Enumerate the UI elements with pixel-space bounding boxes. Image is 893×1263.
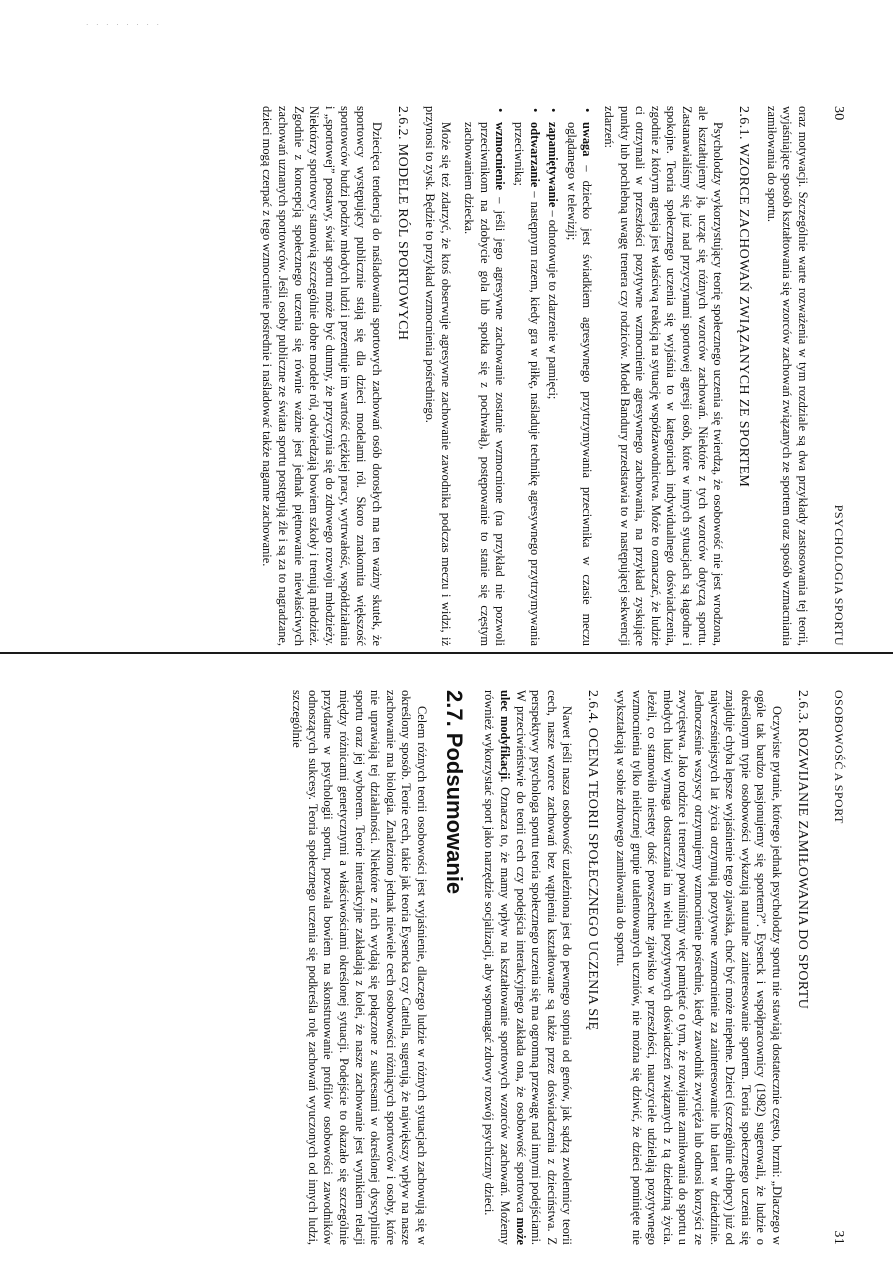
text-run: . Oznacza to, że mamy wpływ na kształtowanie sportowych wzorców zachowań. Możemy również wykorzystać sport jako narzędzie socjalizacji, aby wspomagać zdrowy rozwój psychiczny dzieci. — [482, 690, 513, 1246]
list-item — [511, 122, 542, 646]
scan-artifact: · · · · · · · · — [86, 21, 162, 29]
section-heading: 2.6.1. WZORCE ZACHOWAŃ ZWIĄZANYCH ZE SPORTEM — [736, 106, 752, 488]
body-paragraph: Dziecięca tendencja do naśladowania sportowych zachowań osób dorosłych ma ten ważny skutek, że sportowcy występujący publicznie stają się dla dzieci modelami ról. Skoro znakomita większość sportowców budzi podziw młodych ludzi i prezentuje im wartość ciężkiej pracy, wytrwałość, współdziałania i „sportowej” postawy, świat sportu może być dumny, że przyczynia się do zdrowego rozwoju młodzieży. Niektórzy sportowcy stanowią szczególnie dobre modele ról, odwiedzają bowiem szkoły i trenują młodzież. Zgodnie z koncepcją społecznego uczenia się równie ważne jest jednak piętnowanie niewłaściwych zachowań uznanych sportowców. Jeśli osoby publiczne ze świata sportu postępują źle i są za to nagradzane, dzieci mogą czerpać z tego wzmocnienie pośrednie i naśladować także naganne zachowanie. — [260, 106, 384, 646]
page-31 — [36, 690, 846, 1245]
section-heading: 2.6.2. MODELE RÓL SPORTOWYCH — [394, 106, 410, 341]
body-paragraph: Może się też zdarzyć, że ktoś obserwuje agresywne zachowanie zawodnika podczas meczu i widzi, iż przynosi to zysk. Będzie to przykład wzmocnienia pośredniego. — [423, 106, 453, 646]
chapter-summary-heading: 2.7. Podsumowanie — [441, 690, 467, 895]
body-paragraph: Celem różnych teorii osobowości jest wyjaśnienie, dlaczego ludzie w różnych sytuacjach zachowują się w określony sposób. Teorie cech, takie jak teoria Eysencka czy Cattella, sugerują, że największy wpływ na nasze zachowanie ma biologia. Znaleziono jednak niewiele cech osobowości różniących sportowców i osoby, które nie uprawiają tej działalności. Niektóre z nich wydają się połączone z sukcesami w określonej dyscyplinie sportu oraz jej wyborem. Teorie interakcyjne zakładają z kolei, że nasze zachowanie jest wynikiem relacji między różnicami genetycznymi a właściwościami określonej sytuacji. Podejście to okazało się szczególnie przydatne w psychologii sportu, pozwala bowiem na skonstruowanie profilów osobowości zawodników odnoszących sukcesy. Teoria społecznego uczenia się podkreśla rolę zachowań wyuczonych od innych ludzi, szczególnie — [290, 690, 429, 1245]
definition: – następnym razem, kiedy gra w piłkę, naśladuje technikę agresywnego przytrzymywania przeciwnika; — [512, 122, 542, 646]
body-paragraph — [481, 690, 575, 1245]
definition: – jeśli jego agresywne zachowanie zostanie wzmocnione (na przykład nie pozwoli przeciwnikom na zdobycie gola lub spotka się z pochwałą), postępowanie to stanie się częstym zachowaniem dziecka. — [462, 122, 508, 646]
page-divider — [0, 652, 893, 654]
definition: – odnotowuje to zdarzenie w pamięci; — [546, 207, 561, 400]
term: odtwarzanie — [527, 122, 542, 188]
page-header — [830, 106, 846, 646]
page-number: 31 — [831, 1230, 846, 1245]
term: wzmocnienie — [493, 122, 508, 191]
term: uwaga — [580, 122, 595, 157]
emphasis: może ulec modyfikacji — [498, 690, 528, 1245]
running-head: OSOBOWOŚĆ A SPORT — [832, 690, 846, 824]
intro-paragraph: oraz motywacji. Szczególnie warte rozważenia w tym rozdziale są dwa przykłady zastosowania tej teorii, wyjaśniające sposób kształtowania się wzorców zachowań związanych ze sportem oraz sposób wzmacniania zamiłowania do sportu. — [764, 106, 810, 646]
section-heading: 2.6.4. OCENA TEORII SPOŁECZNEGO UCZENIA SIĘ — [585, 690, 601, 1031]
definition: – dziecko jest świadkiem agresywnego przytrzymywania przeciwnika w czasie meczu oglądanego w telewizji; — [564, 122, 595, 646]
bandura-sequence-list — [461, 106, 595, 646]
list-item — [563, 122, 594, 646]
list-item — [545, 122, 561, 646]
page-30 — [56, 106, 846, 646]
list-item — [461, 122, 508, 646]
body-paragraph: Oczywiste pytanie, którego jednak psycholodzy sportu nie stawiają dostatecznie często, brzmi: „Dlaczego w ogóle tak bardzo pasjonujemy się sportem?”. Eysenck i współpracownicy (1982) sugerowali, że ludzie o określonym typie osobowości wykazują naturalne zainteresowanie sportem. Teoria społecznego uczenia się znajduje chyba lepsze wyjaśnienie tego zjawiska, choć być może niepełne. Dzieci (szczególnie chłopcy) już od najwcześniejszych lat życia otrzymują pozytywne wzmocnienie za zainteresowanie lub talent w dziedzinie. Jednocześnie wszyscy otrzymujemy wzmocnienie pośrednie, kiedy zawodnik zwycięża lub odnosi korzyści ze zwycięstwa. Jako rodzice i trenerzy powinniśmy więc pamiętać o tym, że rozwijanie zamiłowania do sportu u młodych ludzi wymaga dostarczania im wielu pozytywnych doświadczeń związanych z tą dziedziną życia. Jeżeli, co stanowiło niestety dość powszechne zjawisko w przeszłości, nauczyciele udzielają pozytywnego wzmocnienia tylko nielicznej grupie utalentowanych uczniów, nie można się dziwić, że dzieci pominięte nie wykształcają w sobie zdrowego zamiłowania do sportu. — [614, 690, 784, 1245]
term: zapamiętywanie — [546, 122, 561, 208]
text-run: Nawet jeśli nasza osobowość uzależniona jest do pewnego stopnia od genów, jak sądzą zwolennicy teorii cech, nasze wzorce zachowań bez wątpienia kształtowane są także przez doświadczenia z dzieciństwa. Z perspektywy psychologa sportu teoria społecznego uczenia się ma ogromną przewagę nad innymi podejściami. W przeciwieństwie do teorii cech czy podejścia interakcyjnego zakłada ona, że osobowość sportowca — [513, 690, 575, 1245]
page-number: 30 — [831, 106, 846, 121]
running-head: PSYCHOLOGIA SPORTU — [832, 504, 846, 646]
section-heading: 2.6.3. ROZWIJANIE ZAMIŁOWANIA DO SPORTU — [795, 690, 810, 1010]
body-paragraph: Psycholodzy wykorzystujący teorię społecznego uczenia się twierdzą, że osobowość nie jest wrodzona, ale kształtujemy ją, ucząc się różnych wzorców zachowań. Niektóre z tych wzorców dotyczą sportu. Zastanawialiśmy się już nad przyczynami sportowej agresji osób, które w innych sytuacjach są łagodne i spokojne. Teoria społecznego uczenia się wyjaśnia to w kategoriach indywidualnego doświadczenia, zgodnie z którym agresja jest właściwą reakcją na sytuację współzawodnictwa. Może to oznaczać, że ludzie ci otrzymali w przeszłości pozytywne wzmocnienie agresywnego zachowania, na przykład zyskujące punkty lub pochlebną uwagę trenera czy rodziców. Model Bandury przedstawia to w następującej sekwencji zdarzeń: — [602, 106, 726, 646]
page-header — [830, 690, 846, 1245]
